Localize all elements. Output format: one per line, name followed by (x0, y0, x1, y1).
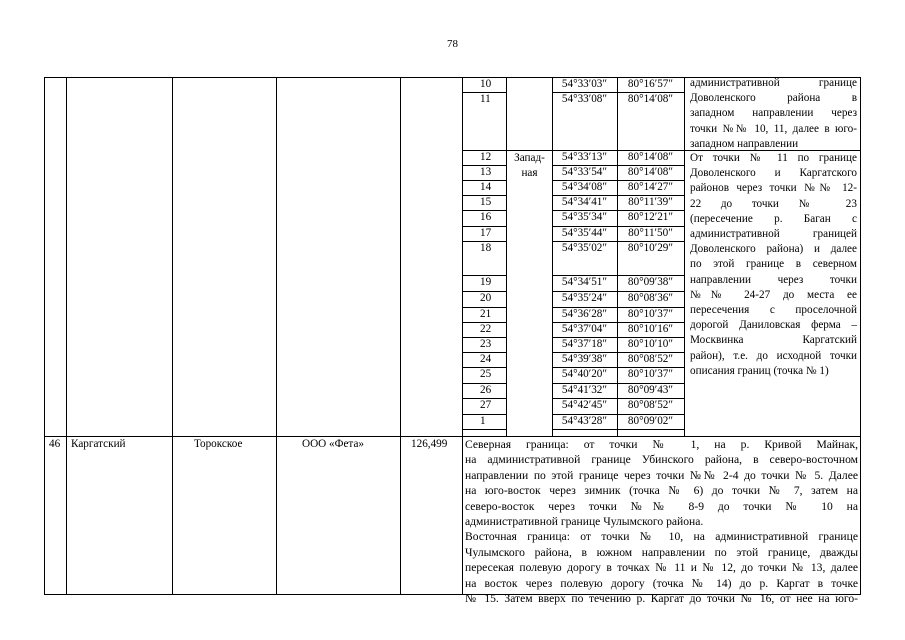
latitude: 54°40′20″ (561, 368, 608, 380)
desc-line: административной границе (690, 77, 857, 89)
longitude: 80°11′50″ (628, 227, 673, 239)
desc-line: описания границ (точка № 1) (690, 364, 829, 377)
desc-line: на административной границе Убинского района, в северо-восточном (465, 453, 858, 467)
desc-line: Доволенского и Каргатского (690, 167, 857, 180)
desc-line: пересекая полевую дорогу в точках № 11 и № 12, до точки № 13, далее (465, 561, 858, 575)
point-number: 22 (480, 323, 492, 335)
latitude: 54°43′28″ (561, 415, 608, 427)
desc-line: (пересечение р. Баган с (690, 212, 857, 225)
latitude: 54°35′44″ (561, 227, 608, 239)
boundary-table (44, 77, 861, 606)
latitude: 54°39′38″ (561, 353, 608, 365)
col-divider-lon (684, 77, 685, 436)
desc-line: на восток через полевую дорогу (точка № 14) до р. Каргат в точке (465, 576, 858, 590)
latitude: 54°34′08″ (561, 181, 608, 193)
row-divider (552, 429, 684, 430)
point-number: 25 (480, 368, 492, 380)
col-divider-point (506, 77, 507, 436)
row-divider (462, 429, 506, 430)
latitude: 54°33′54″ (561, 166, 608, 178)
desc-line: район), т.е. до исходной точки (690, 349, 857, 362)
longitude: 80°08′52″ (627, 399, 674, 411)
desc-line: административной границе Чулымского района. (465, 515, 704, 529)
desc-line: № 15. Затем вверх по течению р. Каргат до точки № 16, от нее на юго- (465, 592, 858, 606)
row46-num: 46 (49, 438, 61, 450)
point-number: 16 (480, 211, 492, 223)
longitude: 80°14′27″ (627, 181, 674, 193)
desc-line: Москвинка Каргатский (690, 334, 857, 347)
desc-line: Чулымского района, в южном направлении по этой границе, дважды (465, 545, 858, 559)
desc-line: Доволенского района в (690, 92, 857, 105)
point-number: 13 (480, 166, 492, 178)
table-border-left (44, 77, 45, 595)
desc-line: 22 до точки № 23 (690, 197, 857, 210)
latitude: 54°34′41″ (561, 196, 608, 208)
longitude: 80°14′08″ (627, 93, 674, 105)
desc-line: районов через точки №№ 12- (690, 182, 857, 195)
desc-line: пересечения с проселочной (690, 304, 857, 317)
latitude: 54°33′08″ (561, 93, 608, 105)
latitude: 54°37′18″ (561, 338, 608, 350)
point-number: 11 (480, 93, 491, 105)
latitude: 54°33′13″ (561, 151, 608, 163)
desc-line: западном направлении через (690, 107, 857, 120)
col-divider-num (66, 77, 67, 595)
row46-user: ООО «Фета» (302, 438, 365, 450)
latitude: 54°35′34″ (561, 211, 608, 223)
point-number: 24 (480, 353, 492, 365)
longitude: 80°08′52″ (627, 353, 674, 365)
desc-line: Северная граница: от точки № 1, на р. Кривой Майнак, (465, 438, 858, 451)
desc-line: точки №№ 10, 11, далее в юго- (690, 122, 857, 135)
longitude: 80°14′08″ (627, 166, 674, 178)
desc-line: Восточная граница: от точки № 10, на административной границе (465, 530, 858, 544)
row46-settlement: Торокское (194, 438, 243, 450)
direction-label (507, 151, 552, 181)
direction-line: Запад- (514, 152, 545, 164)
latitude: 54°35′24″ (561, 292, 608, 304)
longitude: 80°14′08″ (627, 151, 674, 163)
point-number: 27 (480, 399, 492, 411)
point-number: 17 (480, 227, 492, 239)
point-number: 14 (480, 181, 492, 193)
row46-area: 126,499 (411, 438, 448, 450)
desc-line: на юго-восток через зимник (точка № 6) до точки № 7, затем на (465, 484, 858, 498)
longitude: 80°09′02″ (627, 415, 674, 427)
latitude: 54°35′02″ (561, 242, 608, 254)
desc-line: по этой границе в северном (690, 258, 857, 271)
desc-line: административной границей (690, 228, 857, 241)
point-number: 10 (480, 78, 492, 90)
point-number: 26 (480, 384, 492, 396)
desc-line: северо-восток через точки №№ 8-9 до точки № 10 на (465, 499, 858, 513)
desc-line: №№ 24-27 до места ее (690, 288, 857, 301)
longitude: 80°08′36″ (627, 292, 674, 304)
latitude: 54°34′51″ (561, 276, 608, 288)
col-divider-district (172, 77, 173, 595)
direction-line: ная (521, 167, 538, 180)
desc-line: направлении по этой границе через точки №№ 2-4 до точки № 5. Далее (465, 468, 858, 482)
row46-description (465, 437, 858, 606)
latitude: 54°37′04″ (561, 323, 608, 335)
desc-line: дорогой Даниловская ферма – (690, 319, 857, 332)
point-number: 12 (480, 151, 492, 163)
longitude: 80°10′37″ (627, 308, 674, 320)
point-number: 20 (480, 292, 492, 304)
longitude: 80°12′21″ (627, 211, 674, 223)
longitude: 80°11′39″ (628, 196, 673, 208)
longitude: 80°10′37″ (627, 368, 674, 380)
desc-line: западном направлении (690, 137, 799, 150)
latitude: 54°41′32″ (561, 384, 608, 396)
longitude: 80°10′10″ (627, 338, 674, 350)
longitude: 80°10′29″ (627, 242, 674, 254)
page-number: 78 (447, 38, 458, 50)
col-divider-settlement (276, 77, 277, 595)
longitude: 80°09′38″ (627, 276, 674, 288)
point-number: 19 (480, 276, 492, 288)
point-number: 15 (480, 196, 492, 208)
row46-district: Каргатский (71, 438, 126, 450)
point-number: 23 (480, 338, 492, 350)
table-border-right (860, 77, 861, 595)
latitude: 54°33′03″ (561, 78, 608, 90)
latitude: 54°36′28″ (561, 308, 608, 320)
description-west (690, 151, 857, 379)
point-number: 1 (480, 415, 486, 427)
point-number: 18 (480, 242, 492, 254)
desc-line: От точки № 11 по границе (690, 152, 857, 164)
col-divider-user (400, 77, 401, 595)
longitude: 80°16′57″ (627, 78, 674, 90)
latitude: 54°42′45″ (561, 399, 608, 411)
col-divider-area (462, 77, 463, 595)
longitude: 80°09′43″ (627, 384, 674, 396)
desc-line: Доволенского района) и далее (690, 243, 857, 256)
longitude: 80°10′16″ (627, 323, 674, 335)
desc-line: направлении через точки (690, 273, 857, 286)
description-top (690, 76, 857, 152)
point-number: 21 (480, 308, 492, 320)
